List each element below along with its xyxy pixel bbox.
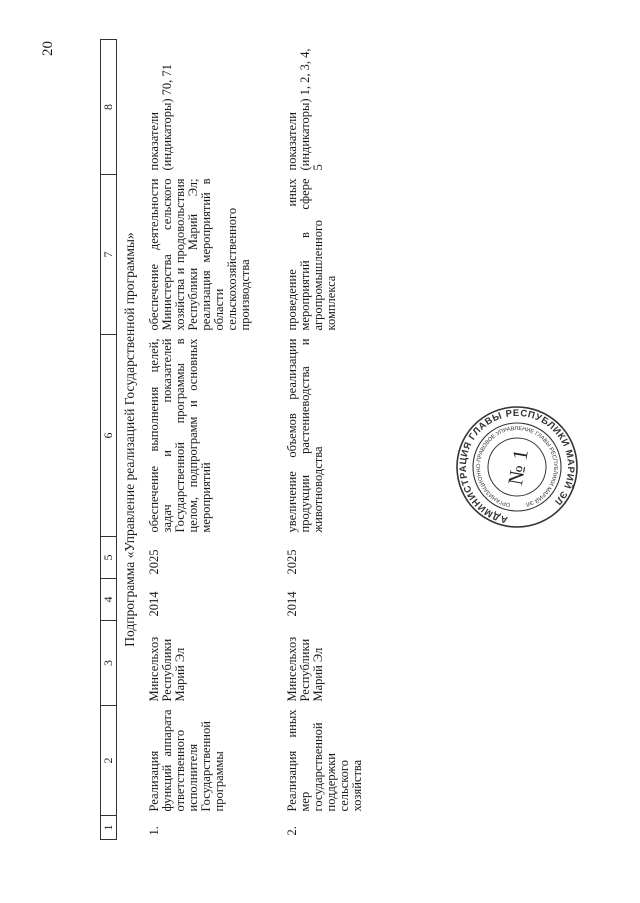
row-name: Реализация иных мер государственной поддержки сельского хозяйства bbox=[285, 709, 364, 812]
row-name: Реализация функций аппарата ответственного исполнителя Государственной программы bbox=[147, 709, 226, 812]
row-content: обеспечение деятельности Министерства сельского хозяйства и продовольствия Республики Марий Эл; реализация мероприятий в области сельскохозяйственного производства bbox=[147, 178, 252, 331]
col-number-6: 6 bbox=[101, 335, 117, 537]
row-indicators: показатели (индикаторы) 1, 2, 3, 4, 5 bbox=[285, 48, 325, 171]
col-number-8: 8 bbox=[101, 40, 117, 175]
col-number-1: 1 bbox=[101, 816, 117, 840]
seal-outer-text: АДМИНИСТРАЦИЯ ГЛАВЫ РЕСПУБЛИКИ МАРИЙ ЭЛ bbox=[457, 407, 577, 526]
row-num: 1. bbox=[147, 826, 161, 836]
row-executor: Минсельхоз Республики Марий Эл bbox=[285, 636, 325, 702]
table-row bbox=[282, 40, 394, 840]
seal-center-text: № 1 bbox=[503, 447, 533, 487]
row-executor: Минсельхоз Республики Марий Эл bbox=[147, 636, 187, 702]
program-table bbox=[100, 39, 394, 840]
row-result: обеспечение выполнения целей, задач и показателей Государственной программы в целом, подпрограмм и основных мероприятий bbox=[147, 338, 213, 533]
col-number-5: 5 bbox=[101, 537, 117, 579]
col-number-3: 3 bbox=[101, 621, 117, 706]
row-end-year: 2025 bbox=[285, 549, 299, 575]
subprogram-row bbox=[117, 40, 145, 840]
official-seal bbox=[455, 405, 579, 529]
row-num: 2. bbox=[285, 826, 299, 836]
row-start-year: 2014 bbox=[147, 591, 161, 617]
subprogram-title: Подпрограмма «Управление реализацией Государственной программы» bbox=[122, 232, 137, 647]
col-number-2: 2 bbox=[101, 706, 117, 816]
row-content: проведение иных мероприятий в сфере агропромышленного комплекса bbox=[285, 178, 338, 331]
col-number-4: 4 bbox=[101, 579, 117, 621]
col-number-7: 7 bbox=[101, 175, 117, 335]
row-indicators: показатели (индикаторы) 70, 71 bbox=[147, 64, 174, 171]
table-header-row bbox=[101, 40, 117, 840]
table-row bbox=[144, 40, 282, 840]
seal-inner-text: ОРГАНИЗАЦИОННО-ПРАВОВОЕ УПРАВЛЕНИЕ ГЛАВЫ РЕСПУБЛИКИ МАРИЙ ЭЛ bbox=[475, 425, 559, 508]
row-end-year: 2025 bbox=[147, 549, 161, 575]
row-start-year: 2014 bbox=[285, 591, 299, 617]
page-number: 20 bbox=[40, 41, 56, 56]
row-result: увеличение объемов реализации продукции растениеводства и животноводства bbox=[285, 338, 325, 533]
